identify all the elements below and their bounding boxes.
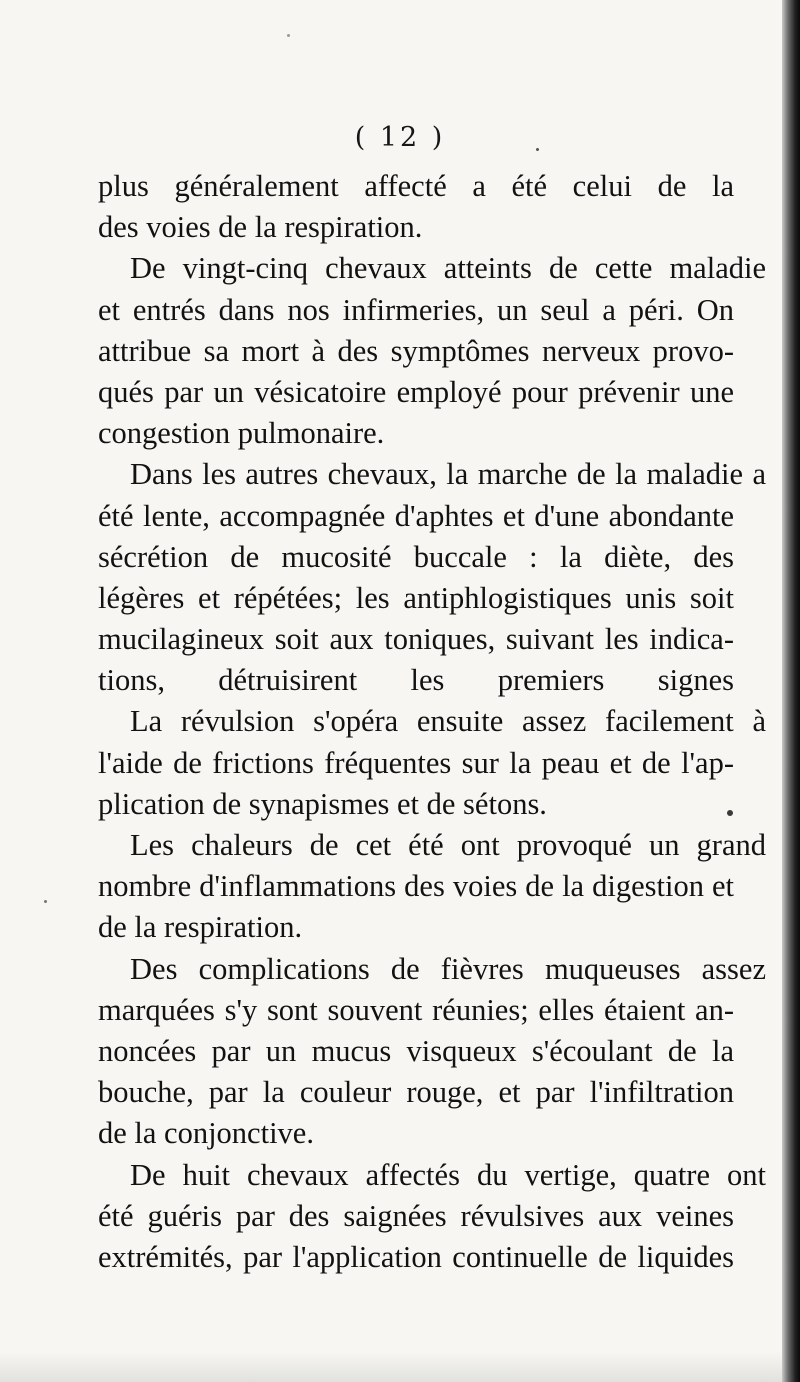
text-line: et entrés dans nos infirmeries, un seul a péri. On	[98, 292, 734, 327]
ink-speck	[727, 810, 733, 816]
text-line: attribue sa mort à des symptômes nerveux provo-	[98, 333, 734, 368]
text-line: extrémités, par l'application continuelle de liquides	[98, 1239, 734, 1274]
text-line: été lente, accompagnée d'aphtes et d'une abondante	[98, 498, 734, 533]
text-line: La révulsion s'opéra ensuite assez facilement à	[130, 704, 766, 739]
text-line: marquées s'y sont souvent réunies; elles étaient an-	[98, 992, 734, 1027]
text-line: tions, détruisirent les premiers signes	[98, 663, 734, 698]
text-line: de la conjonctive.	[98, 1116, 314, 1151]
text-line: l'aide de frictions fréquentes sur la peau et de l'ap-	[98, 745, 734, 780]
text-line: de la respiration.	[98, 910, 303, 945]
text-line: des voies de la respiration.	[98, 210, 423, 245]
text-line: été guéris par des saignées révulsives aux veines	[98, 1198, 734, 1233]
text-line: bouche, par la couleur rouge, et par l'infiltration	[98, 1075, 734, 1110]
ink-speck	[536, 148, 539, 151]
ink-speck	[44, 900, 47, 903]
text-line: Dans les autres chevaux, la marche de la maladie a	[130, 457, 766, 492]
text-line: De vingt-cinq chevaux atteints de cette maladie	[130, 251, 766, 286]
text-line: qués par un vésicatoire employé pour prévenir une	[98, 374, 734, 409]
text-line: légères et répétées; les antiphlogistiques unis soit	[98, 580, 734, 615]
text-line: nombre d'inflammations des voies de la digestion et	[98, 869, 734, 904]
text-line: mucilagineux soit aux toniques, suivant les indica-	[98, 622, 734, 657]
text-line: plus généralement affecté a été celui de la	[98, 169, 734, 203]
text-line: plication de synapismes et de sétons.	[98, 786, 547, 821]
text-line: congestion pulmonaire.	[98, 416, 385, 451]
text-line: noncées par un mucus visqueux s'écoulant de la	[98, 1033, 734, 1068]
page-number: ( 12 )	[354, 122, 446, 153]
page-bottom-shadow	[0, 1352, 800, 1382]
body-text	[98, 166, 766, 1278]
text-line: sécrétion de mucosité buccale : la diète, des	[98, 539, 734, 574]
text-line: De huit chevaux affectés du vertige, quatre ont	[130, 1157, 766, 1192]
page-binding-edge	[782, 0, 800, 1382]
text-line: Les chaleurs de cet été ont provoqué un grand	[130, 828, 766, 862]
ink-speck	[287, 34, 290, 37]
text-line: Des complications de fièvres muqueuses assez	[130, 951, 766, 986]
